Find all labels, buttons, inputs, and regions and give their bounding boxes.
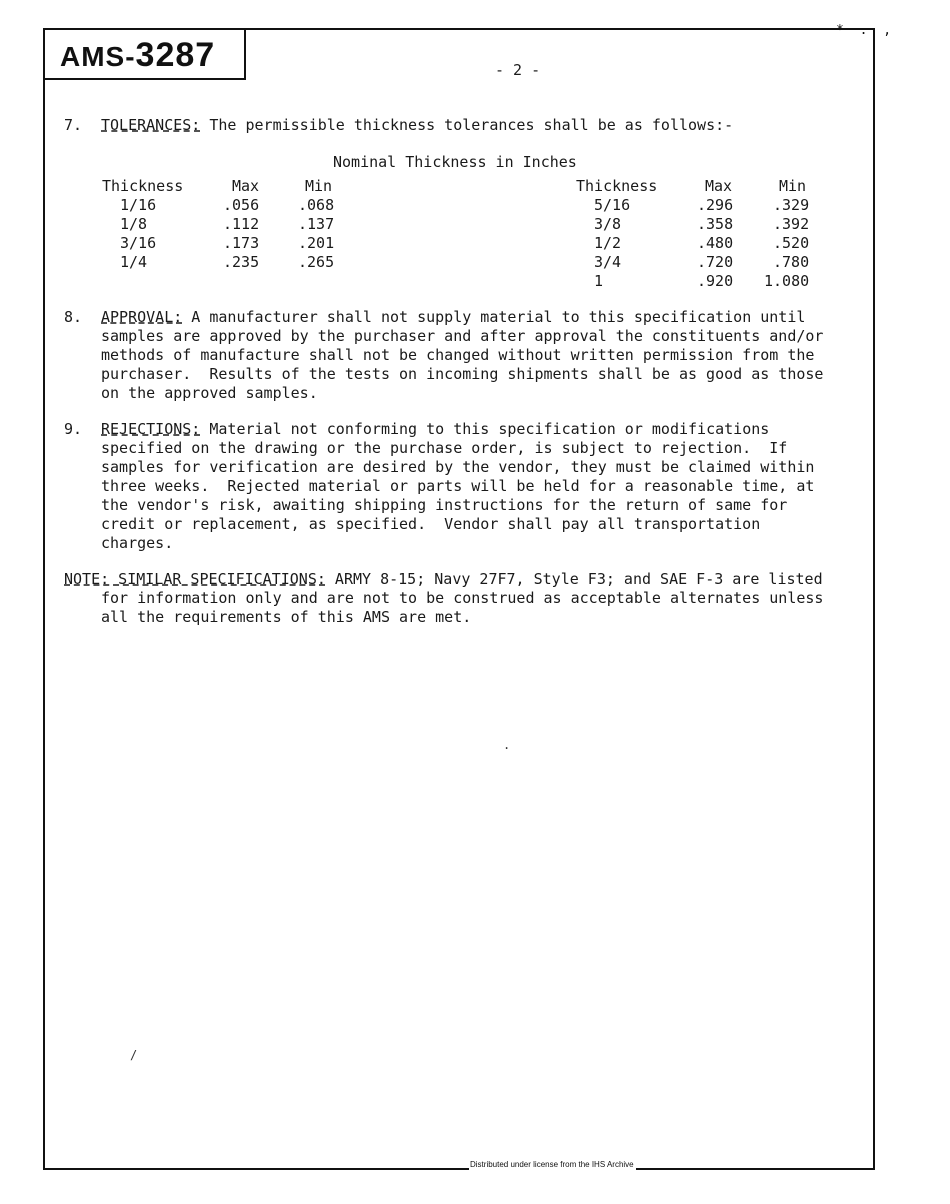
table-cell: 1/16 — [120, 196, 157, 214]
section-8-line: purchaser. Results of the tests on incoming shipments shall be as good as those — [101, 365, 824, 383]
table-cell: 5/16 — [594, 196, 631, 214]
table-cell: .112 — [223, 215, 260, 233]
section-8-line: samples are approved by the purchaser and after approval the constituents and/or — [101, 327, 824, 345]
note-body: ARMY 8-15; Navy 27F7, Style F3; and SAE F-3 are listed — [325, 570, 823, 588]
table-header-thickness: Thickness — [576, 177, 658, 195]
table-cell: .173 — [223, 234, 260, 252]
section-8-body: A manufacturer shall not supply material to this specification until — [182, 308, 806, 326]
section-7-text — [101, 116, 733, 135]
table-cell: .056 — [223, 196, 260, 214]
table-header-min: Min — [779, 177, 807, 195]
table-cell: 1/8 — [120, 215, 148, 233]
page-border-bottom-left — [43, 1168, 469, 1170]
table-cell: 1.080 — [764, 272, 810, 290]
section-9-line: charges. — [101, 534, 174, 552]
section-9-line: specified on the drawing or the purchase order, is subject to rejection. If — [101, 439, 788, 457]
section-9-line: the vendor's risk, awaiting shipping instructions for the return of same for — [101, 496, 788, 514]
table-cell: .392 — [773, 215, 810, 233]
section-9-number: 9. — [64, 420, 83, 438]
section-8-line: on the approved samples. — [101, 384, 318, 402]
table-cell: .137 — [298, 215, 335, 233]
table-cell: .780 — [773, 253, 810, 271]
section-8-heading: APPROVAL: — [101, 308, 183, 326]
table-cell: .329 — [773, 196, 810, 214]
section-9-heading: REJECTIONS: — [101, 420, 201, 438]
section-8-line — [101, 308, 805, 327]
table-cell: .920 — [697, 272, 734, 290]
corner-marks: * . , — [836, 23, 896, 38]
table-cell: .265 — [298, 253, 335, 271]
section-9-line — [101, 420, 769, 439]
table-cell: .720 — [697, 253, 734, 271]
table-cell: 3/8 — [594, 215, 622, 233]
ams-number-label — [60, 36, 215, 75]
section-8-number: 8. — [64, 308, 83, 326]
table-header-min: Min — [305, 177, 333, 195]
table-cell: 1/2 — [594, 234, 622, 252]
note-line: all the requirements of this AMS are met. — [101, 608, 472, 626]
note-line — [64, 570, 823, 589]
page-border-left — [43, 28, 45, 1170]
section-7-body: The permissible thickness tolerances shall be as follows:- — [200, 116, 734, 134]
table-cell: 1 — [594, 272, 604, 290]
note-line: for information only and are not to be construed as acceptable alternates unless — [101, 589, 824, 607]
section-9-line: three weeks. Rejected material or parts will be held for a reasonable time, at — [101, 477, 815, 495]
page-number: - 2 - — [495, 61, 541, 79]
section-9-line: samples for verification are desired by the vendor, they must be claimed within — [101, 458, 815, 476]
table-cell: 1/4 — [120, 253, 148, 271]
table-cell: 3/4 — [594, 253, 622, 271]
table-cell: .296 — [697, 196, 734, 214]
section-9-body: Material not conforming to this specification or modifications — [200, 420, 770, 438]
table-header-max: Max — [232, 177, 260, 195]
table-cell: .235 — [223, 253, 260, 271]
table-cell: 3/16 — [120, 234, 157, 252]
stray-slash: / — [130, 1048, 138, 1062]
table-cell: .358 — [697, 215, 734, 233]
table-cell: .480 — [697, 234, 734, 252]
ams-prefix: AMS- — [60, 41, 136, 72]
page-border-bottom-right — [636, 1168, 875, 1170]
table-cell: .520 — [773, 234, 810, 252]
table-cell: .068 — [298, 196, 335, 214]
table-header-max: Max — [705, 177, 733, 195]
section-7-number: 7. — [64, 116, 83, 134]
section-8-line: methods of manufacture shall not be changed without written permission from the — [101, 346, 815, 364]
stray-dot: . — [503, 738, 511, 752]
note-heading: NOTE: SIMILAR SPECIFICATIONS: — [64, 570, 326, 588]
tolerance-table-title: Nominal Thickness in Inches — [333, 153, 577, 171]
ams-number: 3287 — [135, 36, 216, 74]
footer-distribution-notice: Distributed under license from the IHS Archive — [470, 1160, 634, 1169]
section-9-line: credit or replacement, as specified. Vendor shall pay all transportation — [101, 515, 761, 533]
table-header-thickness: Thickness — [102, 177, 184, 195]
table-cell: .201 — [298, 234, 335, 252]
page-border-right — [873, 28, 875, 1170]
section-7-heading: TOLERANCES: — [101, 116, 201, 134]
